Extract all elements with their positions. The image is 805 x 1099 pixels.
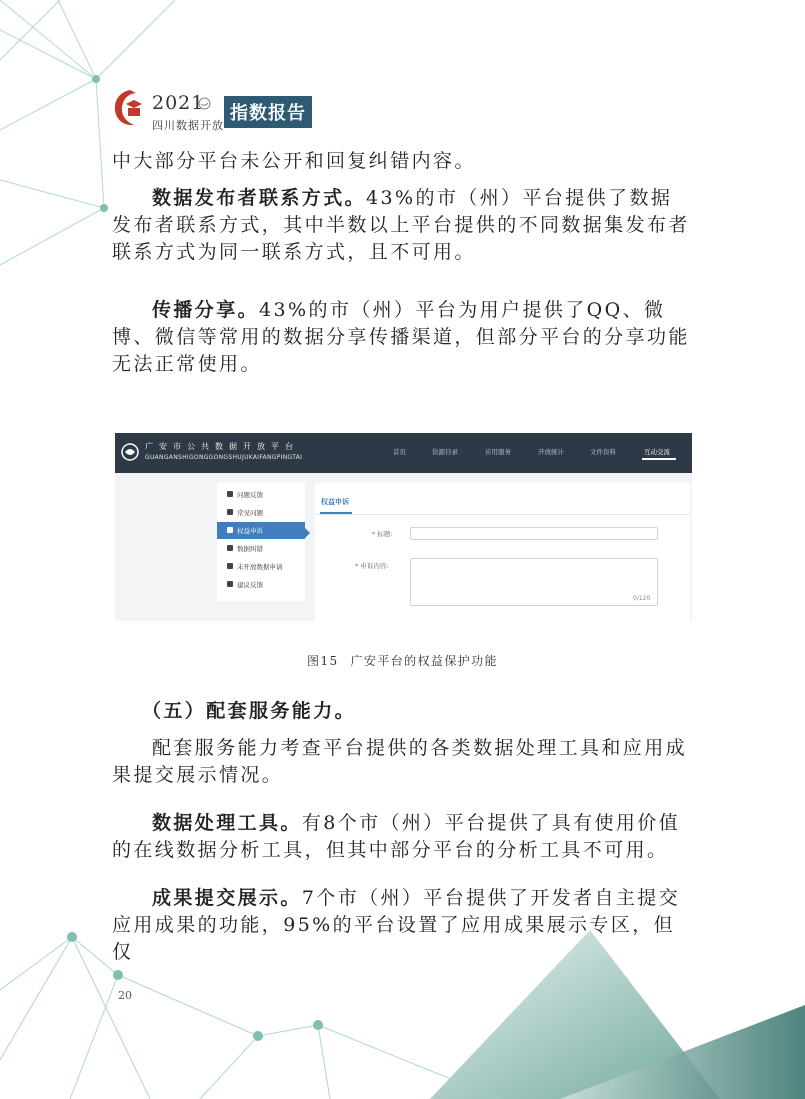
- feedback-icon: [227, 491, 233, 497]
- paragraph-services: 配套服务能力考查平台提供的各类数据处理工具和应用成果提交展示情况。: [112, 737, 688, 786]
- report-logo-icon: [112, 88, 148, 128]
- sidebar-item-error[interactable]: 数据纠错: [217, 540, 305, 557]
- error-icon: [227, 545, 233, 551]
- site-navbar: [115, 433, 692, 473]
- suggest-icon: [227, 581, 233, 587]
- nav-stats[interactable]: 开放统计: [538, 448, 564, 456]
- apply-icon: [227, 563, 233, 569]
- complaint-form-panel: [315, 483, 690, 621]
- active-item-pointer: [305, 528, 310, 538]
- content-label: * 申诉内容:: [355, 562, 389, 570]
- paragraph-showcase: 成果提交展示。7个市（州）平台提供了开发者自主提交应用成果的功能，95%的平台设置了应用成果展示专区，但仅: [112, 887, 681, 963]
- figure-caption-text: 广安平台的权益保护功能: [350, 654, 498, 668]
- report-year: 2021: [152, 92, 205, 114]
- divider: [315, 514, 690, 515]
- paragraph-publisher-contact: 数据发布者联系方式。43%的市（州）平台提供了数据发布者联系方式，其中半数以上平台提供的不同数据集发布者联系方式为同一联系方式，且不可用。: [112, 187, 690, 263]
- sidebar-item-faq[interactable]: 常见问题: [217, 504, 305, 521]
- faq-icon: [227, 509, 233, 515]
- figure-caption: [0, 652, 805, 669]
- nav-catalog[interactable]: 资源目录: [432, 448, 458, 456]
- paragraph-sharing: 传播分享。43%的市（州）平台为用户提供了QQ、微博、微信等常用的数据分享传播渠道，但部分平台的分享功能无法正常使用。: [112, 299, 690, 375]
- figure-number: 图15: [307, 654, 339, 668]
- paragraph-lead: 数据发布者联系方式。: [152, 187, 367, 209]
- page-number: 20: [118, 989, 132, 1002]
- nav-active-indicator: [642, 458, 676, 460]
- sidebar-item-feedback[interactable]: 问题反馈: [217, 486, 305, 503]
- nav-files[interactable]: 文件资料: [590, 448, 616, 456]
- rights-icon: [227, 527, 233, 533]
- title-input[interactable]: [410, 527, 658, 540]
- sidebar-item-rights[interactable]: 权益申诉: [217, 522, 305, 539]
- site-title: 广安市公共数据开放平台: [145, 442, 299, 451]
- title-label: * 标题:: [372, 530, 393, 538]
- section-heading: （五）配套服务能力。: [142, 700, 357, 722]
- interaction-sidebar: [217, 483, 305, 601]
- tab-rights-complaint[interactable]: 权益申诉: [321, 498, 349, 506]
- char-counter: 0/120: [633, 595, 651, 602]
- paragraph-lead: 成果提交展示。: [152, 887, 302, 909]
- nav-apps[interactable]: 应用服务: [485, 448, 511, 456]
- platform-screenshot: [115, 433, 692, 621]
- paragraph-tools: 数据处理工具。有8个市（州）平台提供了具有使用价值的在线数据分析工具，但其中部分平台的分析工具不可用。: [112, 812, 681, 861]
- nav-interaction[interactable]: 互动交流: [644, 448, 670, 456]
- content-textarea[interactable]: [410, 558, 658, 606]
- sidebar-item-apply[interactable]: 未开放数据申请: [217, 558, 305, 575]
- nav-home[interactable]: 首页: [393, 448, 406, 456]
- report-badge: 指数报告: [224, 96, 312, 128]
- paragraph-lead: 传播分享。: [152, 299, 260, 321]
- paragraph-lead: 数据处理工具。: [152, 812, 302, 834]
- report-subtitle: 四川数据开放: [152, 119, 224, 132]
- site-pinyin: GUANGANSHIGONGGONGSHUJUKAIFANGPINGTAI: [145, 454, 303, 461]
- sidebar-item-suggest[interactable]: 建议反馈: [217, 576, 305, 593]
- cycle-mark-icon: [198, 97, 211, 110]
- paragraph-continuation: 中大部分平台未公开和回复纠错内容。: [112, 150, 476, 172]
- site-logo-icon: [120, 442, 140, 462]
